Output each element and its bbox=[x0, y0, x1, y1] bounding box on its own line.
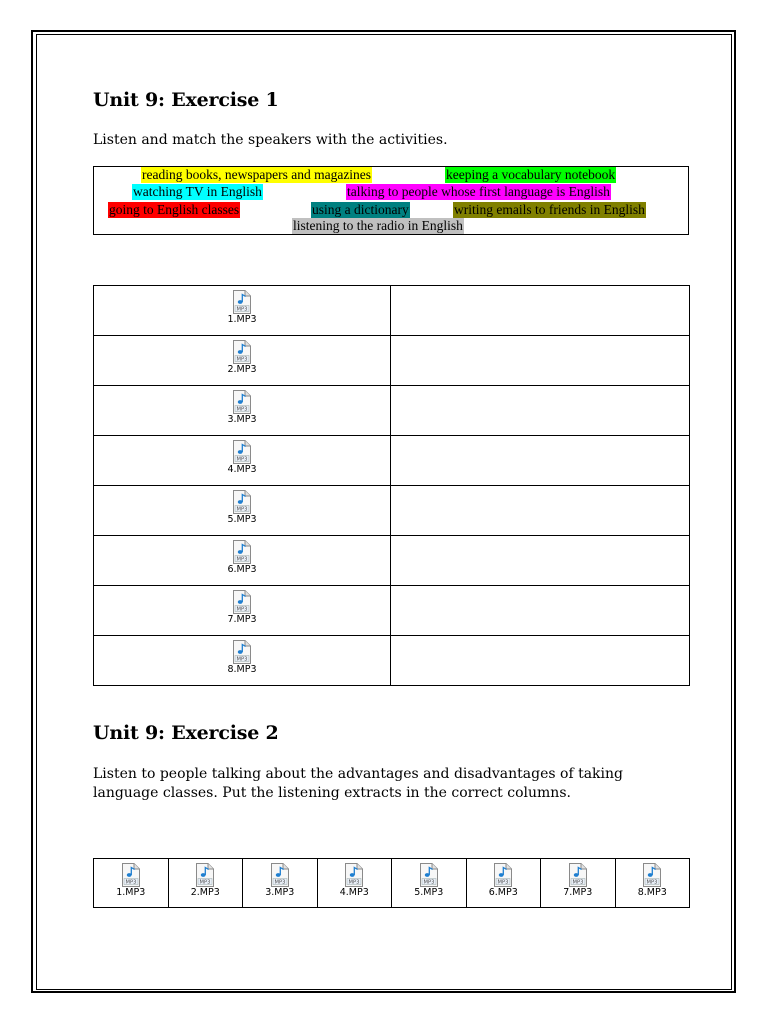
answer-cell[interactable] bbox=[391, 336, 690, 386]
mp3-file-icon bbox=[121, 863, 141, 887]
audio-file-label: 2.MP3 bbox=[190, 887, 220, 898]
mp3-file-icon bbox=[568, 863, 588, 887]
mp3-file-icon bbox=[493, 863, 513, 887]
exercise-1-instruction: Listen and match the speakers with the activities. bbox=[93, 132, 448, 148]
mp3-file-icon bbox=[344, 863, 364, 887]
audio-file-6[interactable] bbox=[227, 536, 256, 575]
matching-row bbox=[94, 636, 690, 686]
audio-cell bbox=[94, 386, 391, 436]
audio-file-label: 3.MP3 bbox=[227, 414, 257, 425]
extracts-table bbox=[93, 858, 690, 908]
audio-file-label: 8.MP3 bbox=[227, 664, 257, 675]
audio-file-4[interactable] bbox=[227, 436, 256, 475]
audio-file-label: 2.MP3 bbox=[227, 364, 257, 375]
audio-cell bbox=[94, 336, 391, 386]
svg-text:MP3: MP3 bbox=[199, 879, 211, 886]
answer-cell[interactable] bbox=[391, 286, 690, 336]
mp3-file-icon bbox=[232, 440, 252, 464]
mp3-file-icon bbox=[232, 390, 252, 414]
mp3-file-icon bbox=[232, 540, 252, 564]
extract-audio-3[interactable] bbox=[265, 859, 294, 898]
svg-text:MP3: MP3 bbox=[236, 356, 248, 363]
mp3-file-icon bbox=[232, 290, 252, 314]
activity-highlight: writing emails to friends in English bbox=[454, 202, 645, 217]
activity-highlight: going to English classes bbox=[109, 202, 240, 217]
matching-row bbox=[94, 386, 690, 436]
matching-row bbox=[94, 486, 690, 536]
audio-cell bbox=[94, 486, 391, 536]
audio-file-label: 1.MP3 bbox=[116, 887, 146, 898]
mp3-file-icon bbox=[642, 863, 662, 887]
mp3-file-icon bbox=[232, 340, 252, 364]
answer-cell[interactable] bbox=[391, 486, 690, 536]
mp3-file-icon bbox=[232, 590, 252, 614]
svg-text:MP3: MP3 bbox=[236, 406, 248, 413]
extract-audio-4[interactable] bbox=[340, 859, 369, 898]
extract-cell bbox=[615, 859, 690, 908]
extract-audio-8[interactable] bbox=[638, 859, 667, 898]
answer-cell[interactable] bbox=[391, 586, 690, 636]
activity-highlight: listening to the radio in English bbox=[293, 218, 463, 233]
audio-file-3[interactable] bbox=[227, 386, 256, 425]
audio-file-8[interactable] bbox=[227, 636, 256, 675]
exercise-2-heading: Unit 9: Exercise 2 bbox=[93, 722, 279, 744]
extract-cell bbox=[392, 859, 467, 908]
matching-row bbox=[94, 586, 690, 636]
activity-highlight: talking to people whose first language is English bbox=[347, 184, 610, 199]
extract-cell bbox=[317, 859, 392, 908]
svg-text:MP3: MP3 bbox=[274, 879, 286, 886]
extract-audio-2[interactable] bbox=[191, 859, 220, 898]
svg-text:MP3: MP3 bbox=[236, 606, 248, 613]
answer-cell[interactable] bbox=[391, 536, 690, 586]
audio-cell bbox=[94, 436, 391, 486]
svg-text:MP3: MP3 bbox=[236, 506, 248, 513]
mp3-file-icon bbox=[270, 863, 290, 887]
extract-audio-5[interactable] bbox=[414, 859, 443, 898]
audio-file-label: 3.MP3 bbox=[265, 887, 295, 898]
exercise-2-instruction-line-2: language classes. Put the listening extracts in the correct columns. bbox=[93, 785, 571, 801]
svg-text:MP3: MP3 bbox=[236, 306, 248, 313]
audio-file-label: 5.MP3 bbox=[227, 514, 257, 525]
svg-text:MP3: MP3 bbox=[125, 879, 137, 886]
answer-cell[interactable] bbox=[391, 386, 690, 436]
activity-highlight: reading books, newspapers and magazines bbox=[142, 167, 372, 182]
matching-row bbox=[94, 436, 690, 486]
answer-cell[interactable] bbox=[391, 436, 690, 486]
svg-text:MP3: MP3 bbox=[497, 879, 509, 886]
extract-audio-1[interactable] bbox=[116, 859, 145, 898]
audio-file-5[interactable] bbox=[227, 486, 256, 525]
audio-file-label: 7.MP3 bbox=[563, 887, 593, 898]
activity-highlight: keeping a vocabulary notebook bbox=[446, 167, 616, 182]
matching-table bbox=[93, 285, 690, 686]
matching-row bbox=[94, 286, 690, 336]
matching-row bbox=[94, 336, 690, 386]
extract-cell bbox=[243, 859, 318, 908]
svg-text:MP3: MP3 bbox=[646, 879, 658, 886]
activity-highlight: using a dictionary bbox=[312, 202, 409, 217]
audio-file-label: 1.MP3 bbox=[227, 314, 257, 325]
extract-cell bbox=[168, 859, 243, 908]
activities-box bbox=[93, 166, 689, 235]
svg-text:MP3: MP3 bbox=[236, 556, 248, 563]
audio-file-label: 5.MP3 bbox=[414, 887, 444, 898]
answer-cell[interactable] bbox=[391, 636, 690, 686]
audio-cell bbox=[94, 536, 391, 586]
audio-cell bbox=[94, 586, 391, 636]
svg-text:MP3: MP3 bbox=[348, 879, 360, 886]
audio-cell bbox=[94, 286, 391, 336]
audio-file-label: 6.MP3 bbox=[488, 887, 518, 898]
activity-highlight: watching TV in English bbox=[133, 184, 262, 199]
exercise-2-instruction-line-1: Listen to people talking about the advantages and disadvantages of taking bbox=[93, 766, 623, 782]
extract-cell bbox=[466, 859, 541, 908]
audio-file-1[interactable] bbox=[227, 286, 256, 325]
svg-text:MP3: MP3 bbox=[572, 879, 584, 886]
audio-file-label: 7.MP3 bbox=[227, 614, 257, 625]
extract-cell bbox=[541, 859, 616, 908]
extract-audio-6[interactable] bbox=[489, 859, 518, 898]
audio-file-7[interactable] bbox=[227, 586, 256, 625]
svg-text:MP3: MP3 bbox=[236, 656, 248, 663]
mp3-file-icon bbox=[232, 640, 252, 664]
extract-audio-7[interactable] bbox=[563, 859, 592, 898]
audio-file-label: 8.MP3 bbox=[637, 887, 667, 898]
svg-text:MP3: MP3 bbox=[236, 456, 248, 463]
audio-file-label: 6.MP3 bbox=[227, 564, 257, 575]
mp3-file-icon bbox=[232, 490, 252, 514]
mp3-file-icon bbox=[195, 863, 215, 887]
extract-cell bbox=[94, 859, 169, 908]
matching-row bbox=[94, 536, 690, 586]
audio-file-2[interactable] bbox=[227, 336, 256, 375]
audio-cell bbox=[94, 636, 391, 686]
audio-file-label: 4.MP3 bbox=[227, 464, 257, 475]
svg-text:MP3: MP3 bbox=[423, 879, 435, 886]
audio-file-label: 4.MP3 bbox=[339, 887, 369, 898]
mp3-file-icon bbox=[419, 863, 439, 887]
exercise-1-heading: Unit 9: Exercise 1 bbox=[93, 89, 279, 111]
